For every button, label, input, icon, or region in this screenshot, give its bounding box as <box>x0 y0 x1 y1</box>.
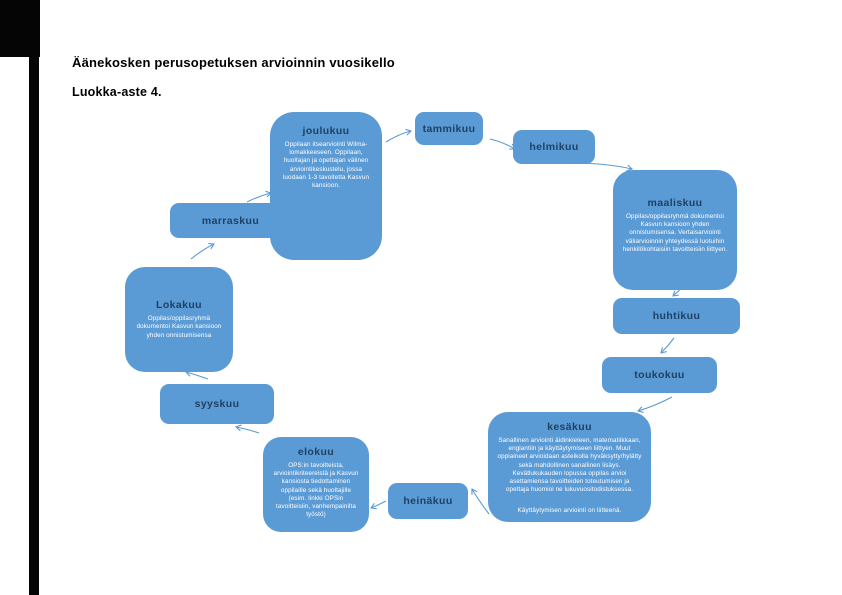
page-subtitle: Luokka-aste 4. <box>72 85 162 99</box>
month-label-elokuu: elokuu <box>297 446 335 458</box>
month-label-helmikuu: helmikuu <box>529 141 579 153</box>
flow-arrow-lokakuu-marraskuu <box>191 244 214 259</box>
month-box-huhtikuu <box>613 298 740 334</box>
flow-arrow-marraskuu-joulukuu <box>247 193 271 202</box>
month-box-syyskuu <box>160 384 274 424</box>
month-label-kesakuu: kesäkuu <box>547 421 592 433</box>
month-box-elokuu <box>263 437 369 532</box>
month-box-maaliskuu <box>613 170 737 290</box>
month-box-lokakuu <box>125 267 233 372</box>
month-body-elokuu: OPS:in tavoitteista, arviointikriteereistä ja Kasvun kansiosta tiedottaminen oppilaille sekä huoltajille (esim. linkki OPSin tavoitteisiin, vanhempainilta työstö) <box>273 462 359 519</box>
month-box-helmikuu <box>513 130 595 164</box>
flow-arrow-kesakuu-heinakuu <box>472 489 489 514</box>
flow-arrow-syyskuu-lokakuu <box>186 372 208 379</box>
month-body-joulukuu: Oppilaan itsearviointi Wilma-lomakkeeseen. Oppilaan, huoltajan ja opettajan välinen arviointikeskustelu, jossa luodaan 1-3 tavoitetta Kasvun kansioon. <box>282 141 370 189</box>
month-label-tammikuu: tammikuu <box>422 122 476 135</box>
flow-arrow-elokuu-syyskuu <box>236 427 259 433</box>
month-body-kesakuu: Sanallinen arviointi äidinkieleen, matematiikkaan, englantiin ja käyttäytymiseen liittyen. Muut oppiaineet arvioidaan asteikolla hyväksytty/hylätty sekä mahdollinen sanallinen lisäys. Kevätlukukauden lopussa oppilas arvioi asettamiensa tavoitteiden toteutumisen ja opettaja huomioi ne lukuvuositodistuksessa. <box>497 437 642 494</box>
month-label-lokakuu: Lokakuu <box>156 299 202 312</box>
flow-arrow-tammikuu-helmikuu <box>490 139 515 149</box>
month-box-toukokuu <box>602 357 717 393</box>
page-title: Äänekosken perusopetuksen arvioinnin vuosikello <box>72 55 395 70</box>
month-label-marraskuu: marraskuu <box>201 214 260 227</box>
page-edge-bar <box>29 0 39 595</box>
month-box-kesakuu <box>488 412 651 522</box>
month-box-marraskuu <box>170 203 291 238</box>
month-label-huhtikuu: huhtikuu <box>652 310 701 322</box>
month-label-joulukuu: joulukuu <box>302 125 350 137</box>
month-body-maaliskuu: Oppilas/oppilasryhmä dokumentoi Kasvun kansioon yhden onnistumisensa. Vertaisarviointi väliarvioinnin yhteydessä luotuihin henkilökohtaisiin tavoitteisiin liittyen. <box>622 213 728 253</box>
month-label-toukokuu: toukokuu <box>634 369 685 381</box>
month-box-tammikuu <box>415 112 483 145</box>
month-label-heinakuu: heinäkuu <box>403 495 453 507</box>
month-body-lokakuu: Oppilas/oppilasryhmä dokumentoi Kasvun kansioon yhden onnistumisensa <box>136 315 222 339</box>
flow-arrow-toukokuu-kesakuu <box>638 397 672 411</box>
month-box-heinakuu <box>388 483 468 519</box>
month-box-joulukuu <box>270 112 382 260</box>
flow-arrow-heinakuu-elokuu <box>371 501 386 508</box>
month-label-syyskuu: syyskuu <box>194 398 240 410</box>
month-label-maaliskuu: maaliskuu <box>647 197 703 209</box>
flow-arrow-huhtikuu-toukokuu <box>661 338 674 353</box>
flow-arrow-joulukuu-tammikuu <box>386 131 411 142</box>
month-body2-kesakuu: Käyttäytymisen arviointi on liitteenä. <box>517 507 622 515</box>
